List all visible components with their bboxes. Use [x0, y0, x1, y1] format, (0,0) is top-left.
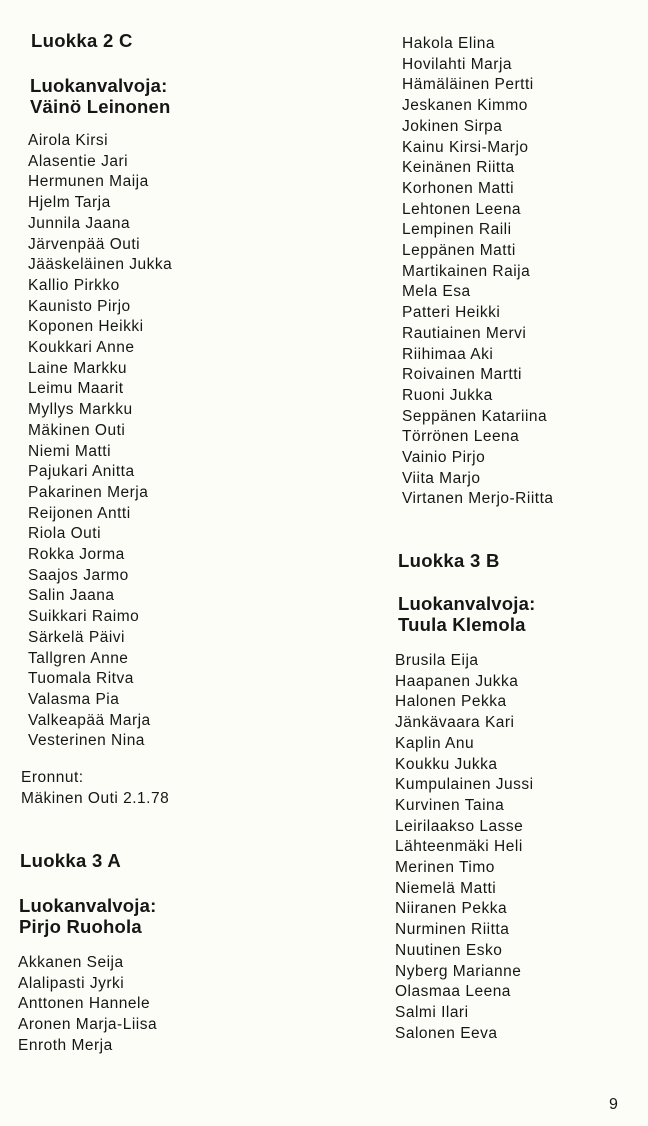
section-class-3b-header — [398, 550, 500, 572]
student-name: Hakola Elina — [402, 35, 496, 52]
student-name: Törrönen Leena — [402, 428, 520, 446]
class-3a-student-list-continued — [402, 34, 554, 510]
student-name: Halonen Pekka — [395, 693, 507, 711]
student-name: Koukkari Anne — [28, 339, 135, 357]
student-name: Anttonen Hannele — [18, 995, 151, 1013]
student-name: Valasma Pia — [28, 690, 120, 708]
student-name: Niiranen Pekka — [395, 900, 508, 918]
student-name: Jokinen Sirpa — [402, 117, 503, 135]
teacher-name: Pirjo Ruohola — [19, 916, 142, 937]
student-name: Hovilahti Marja — [402, 55, 513, 73]
student-name: Virtanen Merjo-Riitta — [402, 490, 554, 508]
student-name: Lehtonen Leena — [402, 200, 522, 218]
section-class-2c-header — [31, 30, 133, 52]
student-name: Vesterinen Nina — [28, 732, 145, 750]
student-name: Pakarinen Merja — [28, 483, 149, 501]
student-name: Kurvinen Taina — [395, 796, 505, 814]
student-name: Saajos Jarmo — [28, 566, 129, 584]
student-name: Kallio Pirkko — [28, 276, 120, 294]
student-name: Enroth Merja — [18, 1036, 113, 1054]
class-title: Luokka 2 C — [31, 30, 133, 51]
page-number: 9 — [609, 1096, 618, 1113]
student-name: Niemi Matti — [28, 442, 112, 460]
student-name: Riihimaa Aki — [402, 345, 494, 363]
class-2c-teacher-block — [30, 75, 171, 117]
student-name: Hermunen Maija — [28, 173, 149, 191]
student-name: Hjelm Tarja — [28, 194, 111, 212]
student-name: Mäkinen Outi — [28, 421, 126, 439]
student-name: Salonen Eeva — [395, 1024, 498, 1042]
student-name: Akkanen Seija — [18, 954, 124, 971]
student-name: Junnila Jaana — [28, 214, 131, 232]
student-name: Koponen Heikki — [28, 318, 144, 336]
student-name: Alalipasti Jyrki — [18, 974, 125, 992]
student-name: Aronen Marja-Liisa — [18, 1016, 158, 1034]
student-name: Koukku Jukka — [395, 755, 498, 773]
student-name: Brusila Eija — [395, 652, 479, 669]
student-name: Leppänen Matti — [402, 242, 516, 260]
student-name: Haapanen Jukka — [395, 672, 519, 690]
student-name: Martikainen Raija — [402, 262, 531, 280]
student-name: Alasentie Jari — [28, 152, 129, 170]
student-name: Tallgren Anne — [28, 649, 129, 667]
student-name: Seppänen Katariina — [402, 407, 548, 425]
student-name: Riola Outi — [28, 525, 102, 543]
student-name: Roivainen Martti — [402, 366, 522, 384]
student-name: Myllys Markku — [28, 401, 133, 419]
student-name: Särkelä Päivi — [28, 628, 125, 646]
student-name: Pajukari Anitta — [28, 463, 135, 481]
class-3b-student-list — [395, 651, 534, 1044]
student-name: Salmi Ilari — [395, 1003, 469, 1021]
student-name: Keinänen Riitta — [402, 159, 515, 177]
student-name: Nyberg Marianne — [395, 962, 522, 980]
student-name: Kaplin Anu — [395, 734, 475, 752]
student-name: Leimu Maarit — [28, 380, 124, 398]
departed-label: Eronnut: — [21, 769, 84, 786]
student-name: Vainio Pirjo — [402, 449, 486, 467]
teacher-name: Väinö Leinonen — [30, 96, 171, 117]
student-name: Viita Marjo — [402, 469, 481, 487]
student-name: Rautiainen Mervi — [402, 324, 527, 342]
class-3b-teacher-block — [398, 593, 535, 635]
student-name: Kaunisto Pirjo — [28, 297, 131, 315]
class-3a-teacher-block — [19, 895, 156, 937]
student-name: Patteri Heikki — [402, 304, 501, 322]
student-name: Olasmaa Leena — [395, 983, 511, 1001]
student-name: Airola Kirsi — [28, 132, 109, 149]
student-name: Jänkävaara Kari — [395, 714, 515, 732]
section-class-3a-header — [20, 850, 121, 872]
student-name: Kainu Kirsi-Marjo — [402, 138, 529, 156]
student-name: Niemelä Matti — [395, 879, 497, 897]
student-name: Rokka Jorma — [28, 546, 125, 564]
student-name: Merinen Timo — [395, 859, 495, 877]
student-name: Ruoni Jukka — [402, 386, 493, 404]
student-name: Laine Markku — [28, 359, 128, 377]
student-name: Järvenpää Outi — [28, 235, 141, 253]
departed-entry: Mäkinen Outi 2.1.78 — [21, 789, 170, 807]
student-name: Tuomala Ritva — [28, 670, 134, 688]
student-name: Lähteenmäki Heli — [395, 838, 523, 856]
student-name: Reijonen Antti — [28, 504, 131, 522]
student-name: Salin Jaana — [28, 587, 115, 605]
student-name: Mela Esa — [402, 283, 471, 301]
class-title: Luokka 3 A — [20, 850, 122, 871]
student-name: Jääskeläinen Jukka — [28, 256, 173, 274]
class-title: Luokka 3 B — [398, 550, 500, 571]
student-name: Nurminen Riitta — [395, 921, 510, 939]
student-name: Kumpulainen Jussi — [395, 776, 534, 794]
student-name: Suikkari Raimo — [28, 608, 140, 626]
student-name: Korhonen Matti — [402, 179, 515, 197]
departed-note — [21, 768, 169, 809]
student-name: Leirilaakso Lasse — [395, 817, 524, 835]
student-name: Hämäläinen Pertti — [402, 76, 534, 94]
student-name: Nuutinen Esko — [395, 941, 503, 959]
class-2c-student-list — [28, 131, 172, 752]
teacher-name: Tuula Klemola — [398, 614, 526, 635]
teacher-label: Luokanvalvoja: — [30, 75, 168, 96]
teacher-label: Luokanvalvoja: — [398, 593, 536, 614]
student-name: Valkeapää Marja — [28, 711, 151, 729]
student-name: Jeskanen Kimmo — [402, 97, 528, 115]
class-3a-student-list — [18, 953, 157, 1057]
student-name: Lempinen Raili — [402, 221, 512, 239]
teacher-label: Luokanvalvoja: — [19, 895, 157, 916]
